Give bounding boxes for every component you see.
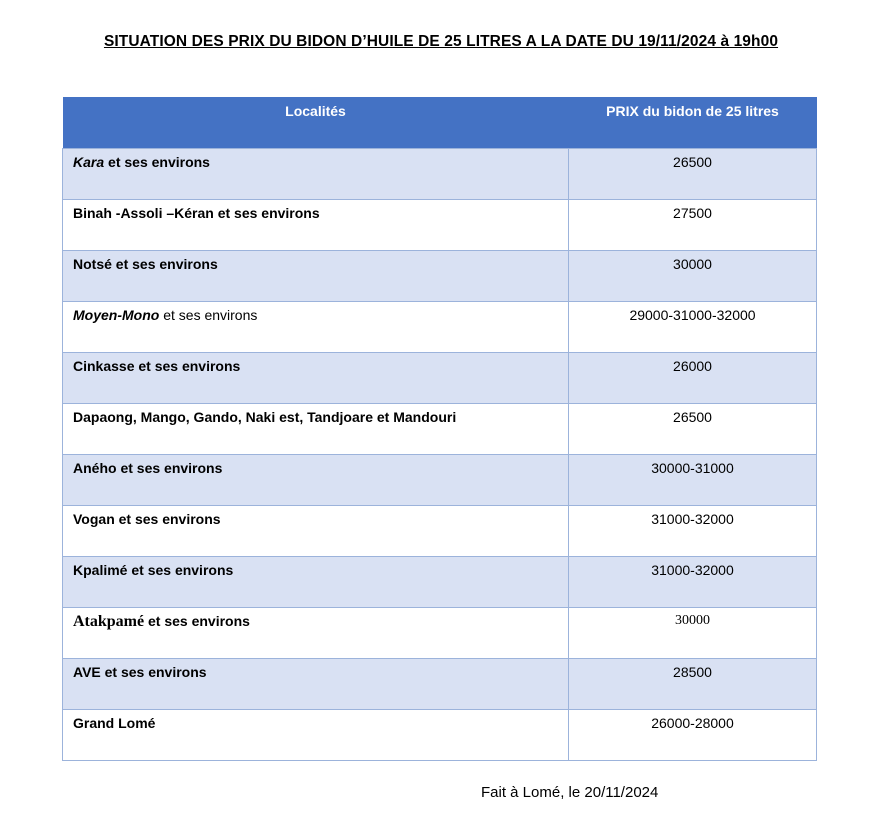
price-cell: 31000-32000 — [569, 556, 817, 607]
location-suffix: et ses environs — [104, 153, 210, 170]
location-cell — [63, 352, 569, 403]
location-name: Cinkasse et ses environs — [73, 357, 241, 374]
location-name: AVE et ses environs — [73, 663, 207, 680]
location-cell — [63, 709, 569, 760]
table-row — [63, 556, 817, 607]
table-row — [63, 403, 817, 454]
signature-line: Fait à Lomé, le 20/11/2024 — [481, 784, 659, 801]
header-prix: PRIX du bidon de 25 litres — [569, 97, 817, 148]
table-row — [63, 505, 817, 556]
location-cell — [63, 607, 569, 658]
price-cell: 30000-31000 — [569, 454, 817, 505]
price-cell: 30000 — [569, 250, 817, 301]
document-title: SITUATION DES PRIX DU BIDON D’HUILE DE 25 LITRES A LA DATE DU 19/11/2024 à 19h00 — [103, 33, 779, 50]
price-cell: 28500 — [569, 658, 817, 709]
price-cell: 26500 — [569, 403, 817, 454]
location-cell — [63, 556, 569, 607]
location-name: Binah -Assoli –Kéran et ses environs — [73, 204, 320, 221]
table-row — [63, 199, 817, 250]
price-cell: 27500 — [569, 199, 817, 250]
table-row — [63, 607, 817, 658]
price-table — [62, 97, 817, 761]
location-name: Kara — [73, 153, 105, 170]
location-suffix: et ses environs — [144, 612, 250, 629]
price-cell: 31000-32000 — [569, 505, 817, 556]
location-cell — [63, 250, 569, 301]
location-name: Grand Lomé — [73, 714, 156, 731]
table-header-row — [63, 97, 817, 148]
price-cell: 26000 — [569, 352, 817, 403]
price-cell: 30000 — [569, 607, 817, 658]
table-row — [63, 454, 817, 505]
location-cell — [63, 148, 569, 199]
table-row — [63, 709, 817, 760]
location-suffix: et ses environs — [159, 306, 258, 323]
table-row — [63, 658, 817, 709]
price-cell: 26000-28000 — [569, 709, 817, 760]
location-name: Moyen-Mono — [73, 306, 160, 323]
location-cell — [63, 658, 569, 709]
table-row — [63, 148, 817, 199]
location-name: Dapaong, Mango, Gando, Naki est, Tandjoare et Mandouri — [73, 408, 457, 425]
table-row — [63, 250, 817, 301]
header-localites: Localités — [63, 97, 569, 148]
location-name: Vogan et ses environs — [73, 510, 221, 527]
table-row — [63, 301, 817, 352]
table-row — [63, 352, 817, 403]
location-name: Aného et ses environs — [73, 459, 223, 476]
location-cell — [63, 199, 569, 250]
price-cell: 26500 — [569, 148, 817, 199]
location-name: Atakpamé — [73, 612, 145, 630]
price-cell: 29000-31000-32000 — [569, 301, 817, 352]
location-cell — [63, 454, 569, 505]
location-cell — [63, 301, 569, 352]
location-name: Kpalimé et ses environs — [73, 561, 234, 578]
location-cell — [63, 505, 569, 556]
location-cell — [63, 403, 569, 454]
location-name: Notsé et ses environs — [73, 255, 218, 272]
